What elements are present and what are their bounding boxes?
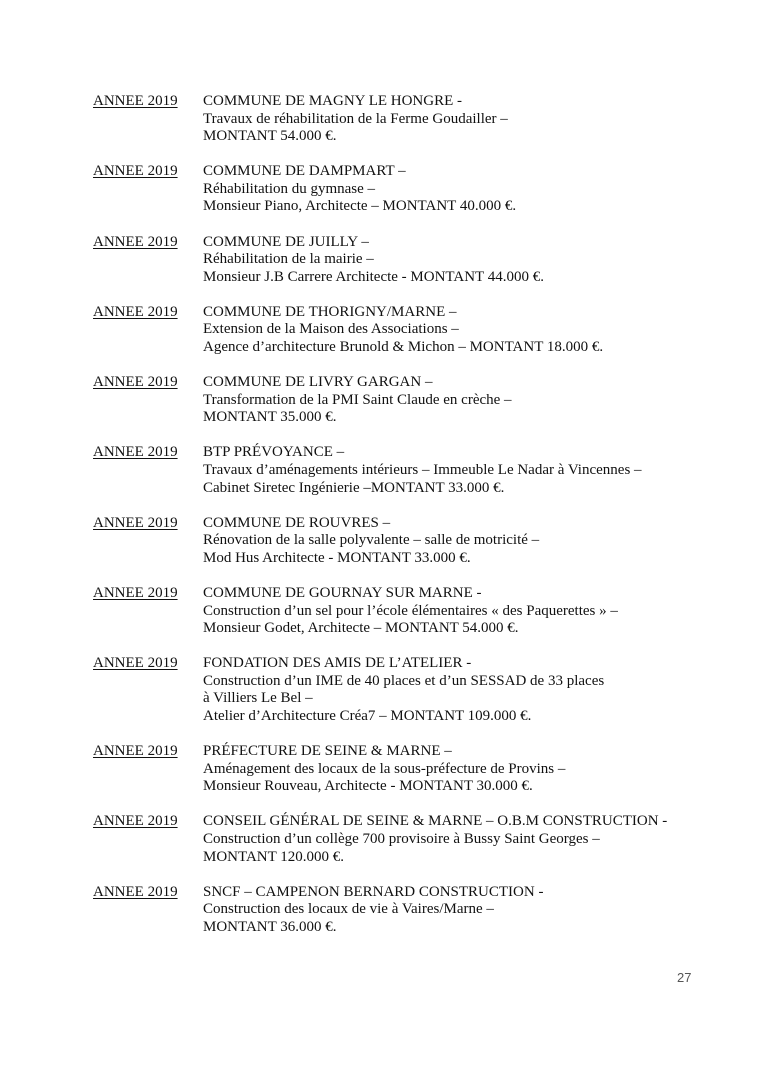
entry-detail-line: Réhabilitation du gymnase – (203, 180, 376, 197)
entry-details (203, 234, 713, 287)
references-list (93, 93, 713, 954)
entry-year: ANNEE 2019 (93, 584, 178, 601)
entry-detail-line: Monsieur Rouveau, Architecte - MONTANT 30.000 €. (203, 778, 533, 795)
entry-detail-line: MONTANT 36.000 €. (203, 918, 337, 935)
entry-year: ANNEE 2019 (93, 813, 178, 830)
entry-detail-line: MONTANT 120.000 €. (203, 848, 345, 865)
reference-entry (93, 813, 713, 866)
entry-details (203, 884, 713, 937)
entry-detail-line: Construction d’un IME de 40 places et d’un SESSAD de 33 places (203, 672, 605, 689)
entry-client: PRÉFECTURE DE SEINE & MARNE – (203, 743, 452, 760)
entry-detail-line: Construction des locaux de vie à Vaires/Marne – (203, 901, 494, 918)
reference-entry (93, 884, 713, 937)
reference-entry (93, 655, 713, 725)
entry-detail-line: MONTANT 35.000 €. (203, 409, 337, 426)
entry-year: ANNEE 2019 (93, 374, 178, 391)
reference-entry (93, 585, 713, 638)
entry-detail-line: Transformation de la PMI Saint Claude en crèche – (203, 391, 512, 408)
entry-client: COMMUNE DE THORIGNY/MARNE – (203, 303, 457, 320)
entry-detail-line: Réhabilitation de la mairie – (203, 251, 374, 268)
reference-entry (93, 234, 713, 287)
entry-client: COMMUNE DE JUILLY – (203, 233, 369, 250)
entry-details (203, 743, 713, 796)
reference-entry (93, 163, 713, 216)
entry-client: COMMUNE DE DAMPMART – (203, 163, 406, 180)
entry-year: ANNEE 2019 (93, 163, 178, 180)
entry-details (203, 655, 713, 725)
entry-details (203, 585, 713, 638)
entry-client: COMMUNE DE MAGNY LE HONGRE - (203, 93, 463, 109)
entry-detail-line: Rénovation de la salle polyvalente – salle de motricité – (203, 532, 540, 549)
entry-details (203, 93, 713, 146)
entry-client: CONSEIL GÉNÉRAL DE SEINE & MARNE – O.B.M CONSTRUCTION - (203, 813, 668, 830)
entry-details (203, 374, 713, 427)
entry-detail-line: Monsieur J.B Carrere Architecte - MONTANT 44.000 €. (203, 268, 544, 285)
entry-detail-line: Construction d’un sel pour l’école élémentaires « des Paquerettes » – (203, 602, 618, 619)
entry-year: ANNEE 2019 (93, 303, 178, 320)
entry-year: ANNEE 2019 (93, 883, 178, 900)
entry-detail-line: Construction d’un collège 700 provisoire à Bussy Saint Georges – (203, 831, 600, 847)
entry-detail-line: Travaux de réhabilitation de la Ferme Goudailler – (203, 110, 508, 127)
entry-detail-line: Aménagement des locaux de la sous-préfecture de Provins – (203, 760, 566, 777)
entry-client: FONDATION DES AMIS DE L’ATELIER - (203, 655, 472, 672)
reference-entry (93, 304, 713, 357)
entry-details (203, 163, 713, 216)
reference-entry (93, 444, 713, 497)
entry-client: COMMUNE DE GOURNAY SUR MARNE - (203, 584, 482, 601)
entry-client: BTP PRÉVOYANCE – (203, 444, 345, 461)
entry-client: SNCF – CAMPENON BERNARD CONSTRUCTION - (203, 883, 544, 900)
entry-year: ANNEE 2019 (93, 93, 178, 109)
entry-details (203, 813, 713, 866)
entry-details (203, 444, 713, 497)
entry-client: COMMUNE DE ROUVRES – (203, 514, 391, 531)
entry-detail-line: Mod Hus Architecte - MONTANT 33.000 €. (203, 549, 471, 566)
page-number: 27 (677, 970, 692, 985)
entry-detail-line: Agence d’architecture Brunold & Michon – MONTANT 18.000 €. (203, 339, 604, 356)
entry-year: ANNEE 2019 (93, 444, 178, 461)
entry-client: COMMUNE DE LIVRY GARGAN – (203, 374, 433, 391)
reference-entry (93, 374, 713, 427)
entry-details (203, 304, 713, 357)
entry-detail-line: Extension de la Maison des Associations – (203, 321, 459, 338)
entry-detail-line: à Villiers Le Bel – (203, 690, 313, 707)
entry-year: ANNEE 2019 (93, 655, 178, 672)
entry-detail-line: Monsieur Piano, Architecte – MONTANT 40.000 €. (203, 198, 517, 215)
entry-detail-line: Travaux d’aménagements intérieurs – Immeuble Le Nadar à Vincennes – (203, 462, 642, 478)
entry-detail-line: Atelier d’Architecture Créa7 – MONTANT 109.000 €. (203, 708, 532, 725)
reference-entry (93, 743, 713, 796)
entry-year: ANNEE 2019 (93, 743, 178, 760)
entry-year: ANNEE 2019 (93, 233, 178, 250)
reference-entry (93, 93, 713, 146)
entry-details (203, 515, 713, 568)
reference-entry (93, 515, 713, 568)
entry-year: ANNEE 2019 (93, 514, 178, 531)
entry-detail-line: Monsieur Godet, Architecte – MONTANT 54.000 €. (203, 620, 519, 637)
entry-detail-line: MONTANT 54.000 €. (203, 128, 337, 145)
entry-detail-line: Cabinet Siretec Ingénierie –MONTANT 33.000 €. (203, 479, 505, 496)
